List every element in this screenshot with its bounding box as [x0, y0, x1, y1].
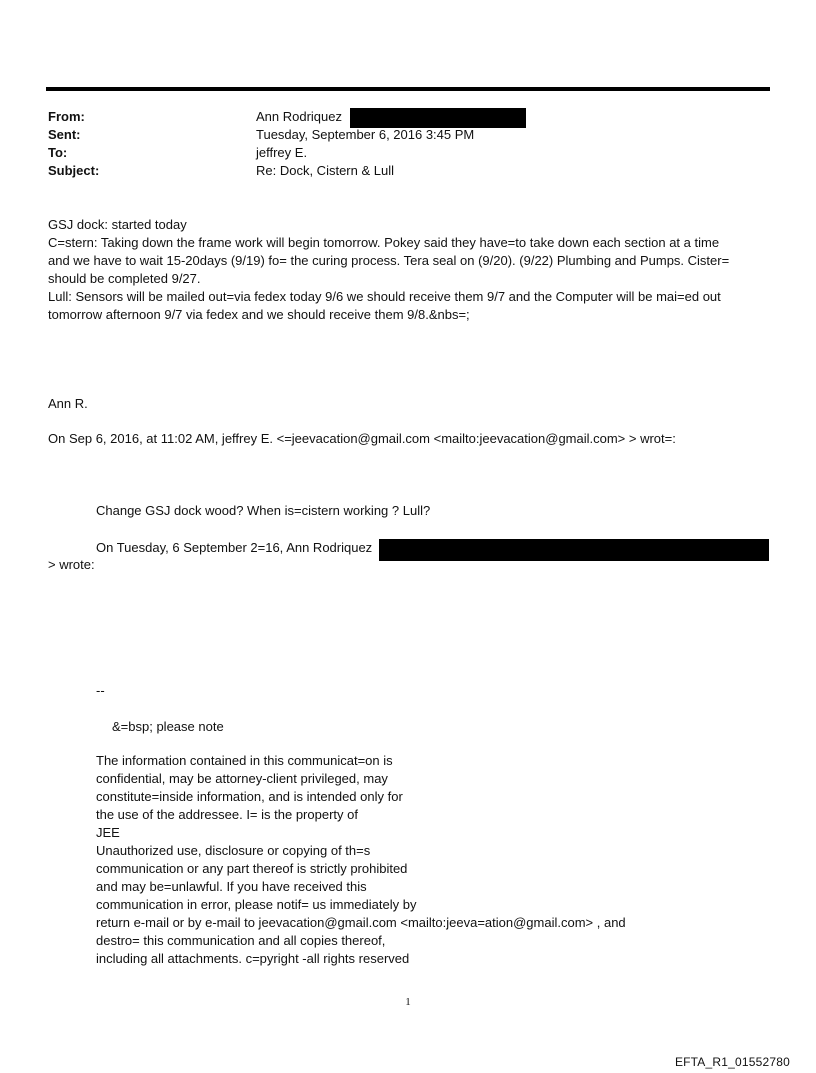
disclaimer-line: confidential, may be attorney-client privileged, may [96, 771, 388, 786]
redaction-box [350, 108, 526, 128]
disclaimer-line: the use of the addressee. I= is the property of [96, 807, 358, 822]
body-line: should be completed 9/27. [48, 271, 201, 286]
sent-label: Sent: [48, 127, 81, 142]
header-rule [46, 87, 770, 91]
document-id: EFTA_R1_01552780 [674, 1055, 790, 1069]
to-value: jeffrey E. [256, 145, 308, 160]
body-line: and we have to wait 15-20days (9/19) fo= the curing process. Tera seal on (9/20). (9/22) Plumbing and Pumps. Cister= [48, 253, 730, 268]
please-note: &=bsp; please note [112, 719, 224, 734]
disclaimer-line: constitute=inside information, and is intended only for [96, 789, 403, 804]
disclaimer [96, 752, 626, 968]
nested-quote-header-cont: > wrote: [48, 557, 95, 572]
subject-label: Subject: [48, 163, 100, 178]
subject-value: Re: Dock, Cistern & Lull [256, 163, 394, 178]
body-line: GSJ dock: started today [48, 217, 187, 232]
message-body [48, 216, 770, 324]
sent-value: Tuesday, September 6, 2016 3:45 PM [256, 127, 475, 142]
body-line: Lull: Sensors will be mailed out=via fedex today 9/6 we should receive them 9/7 and the Computer will be mai=ed out [48, 289, 721, 304]
disclaimer-line: communication in error, please notif= us immediately by [96, 897, 417, 912]
to-label: To: [48, 145, 68, 160]
disclaimer-line: return e-mail or by e-mail to jeevacation@gmail.com <mailto:jeeva=ation@gmail.com> , and [96, 915, 626, 930]
from-label: From: [48, 109, 85, 124]
disclaimer-line: JEE [96, 825, 120, 840]
separator: -- [96, 683, 105, 698]
body-line: C=stern: Taking down the frame work will begin tomorrow. Pokey said they have=to take down each section at a time [48, 235, 720, 250]
nested-quote-header: On Tuesday, 6 September 2=16, Ann Rodriquez [96, 540, 373, 555]
signature: Ann R. [48, 396, 88, 411]
disclaimer-line: including all attachments. c=pyright -all rights reserved [96, 951, 410, 966]
disclaimer-line: destro= this communication and all copies thereof, [96, 933, 386, 948]
from-value: Ann Rodriquez [256, 109, 342, 124]
body-line: tomorrow afternoon 9/7 via fedex and we should receive them 9/8.&nbs=; [48, 307, 470, 322]
disclaimer-line: The information contained in this communicat=on is [96, 753, 393, 768]
page-number: 1 [405, 996, 411, 1008]
disclaimer-line: communication or any part thereof is strictly prohibited [96, 861, 408, 876]
disclaimer-line: and may be=unlawful. If you have received this [96, 879, 367, 894]
quoted-message: Change GSJ dock wood? When is=cistern working ? Lull? [96, 503, 431, 518]
disclaimer-line: Unauthorized use, disclosure or copying of th=s [96, 843, 371, 858]
quote-header: On Sep 6, 2016, at 11:02 AM, jeffrey E. <=jeevacation@gmail.com <mailto:jeevacation@gmail.com> > wrot=: [48, 431, 676, 446]
